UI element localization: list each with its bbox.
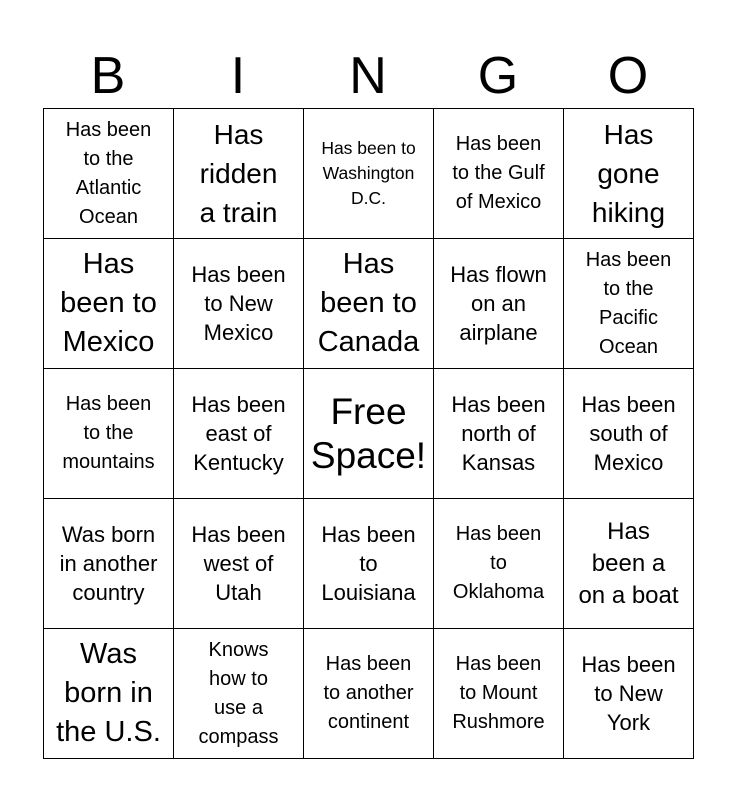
bingo-cell[interactable] (44, 629, 174, 759)
bingo-cell[interactable] (434, 369, 564, 499)
header-letter-o: O (607, 47, 649, 105)
header-letter-g: G (477, 47, 519, 105)
bingo-card (43, 108, 694, 759)
bingo-cell[interactable] (434, 499, 564, 629)
bingo-cell[interactable] (44, 369, 174, 499)
bingo-cell[interactable] (304, 629, 434, 759)
cell-text: Has ridden a train (199, 119, 278, 228)
cell-text: Has been north of Kansas (451, 392, 546, 475)
cell-text: Has been to Mount Rushmore (452, 653, 545, 733)
bingo-cell[interactable] (44, 499, 174, 629)
bingo-cell[interactable] (174, 369, 304, 499)
cell-text: Has been to Washington D.C. (321, 138, 416, 208)
cell-text: Has been to New Mexico (191, 262, 286, 345)
bingo-cell[interactable] (44, 239, 174, 369)
bingo-cell[interactable] (564, 369, 694, 499)
header-letter-i: I (230, 47, 246, 105)
bingo-cell[interactable] (174, 499, 304, 629)
cell-text: Has been south of Mexico (581, 392, 676, 475)
cell-text: Has been to Louisiana (321, 522, 416, 605)
cell-text: Knows how to use a compass (198, 638, 279, 748)
cell-text: Has been to another continent (323, 653, 414, 733)
bingo-cell[interactable] (564, 239, 694, 369)
cell-text: Has been to the Gulf of Mexico (452, 133, 545, 213)
cell-text: Has been to Canada (317, 248, 420, 358)
bingo-cell[interactable] (564, 109, 694, 239)
bingo-cell[interactable] (434, 239, 564, 369)
cell-text: Has gone hiking (591, 119, 666, 228)
cell-text: Has been a on a boat (578, 517, 679, 609)
bingo-cell[interactable] (174, 239, 304, 369)
bingo-cell[interactable] (304, 239, 434, 369)
cell-text: Has been to Oklahoma (452, 523, 545, 603)
cell-text: Has been to Mexico (60, 248, 157, 358)
bingo-cell[interactable] (174, 109, 304, 239)
cell-text: Was born in another country (59, 522, 158, 605)
bingo-cell[interactable] (564, 629, 694, 759)
header-letter-b: B (90, 47, 126, 105)
bingo-cell[interactable] (44, 109, 174, 239)
cell-text: Has been east of Kentucky (191, 392, 286, 475)
cell-text: Has been to the Atlantic Ocean (65, 118, 152, 228)
bingo-cell[interactable] (304, 109, 434, 239)
cell-text: Was born in the U.S. (56, 638, 161, 748)
cell-text: Has been west of Utah (191, 522, 286, 605)
bingo-header (43, 44, 693, 108)
header-letter-n: N (349, 47, 387, 105)
cell-text: Has been to the Pacific Ocean (585, 248, 672, 358)
cell-text: Has been to the mountains (62, 393, 155, 473)
bingo-cell[interactable] (434, 629, 564, 759)
cell-text: Has flown on an airplane (450, 262, 547, 345)
bingo-cell[interactable] (304, 499, 434, 629)
cell-text: Free Space! (310, 390, 427, 476)
bingo-cell[interactable] (434, 109, 564, 239)
bingo-cell[interactable] (174, 629, 304, 759)
bingo-cell[interactable] (564, 499, 694, 629)
bingo-cell-free-space[interactable] (304, 369, 434, 499)
cell-text: Has been to New York (581, 652, 676, 735)
